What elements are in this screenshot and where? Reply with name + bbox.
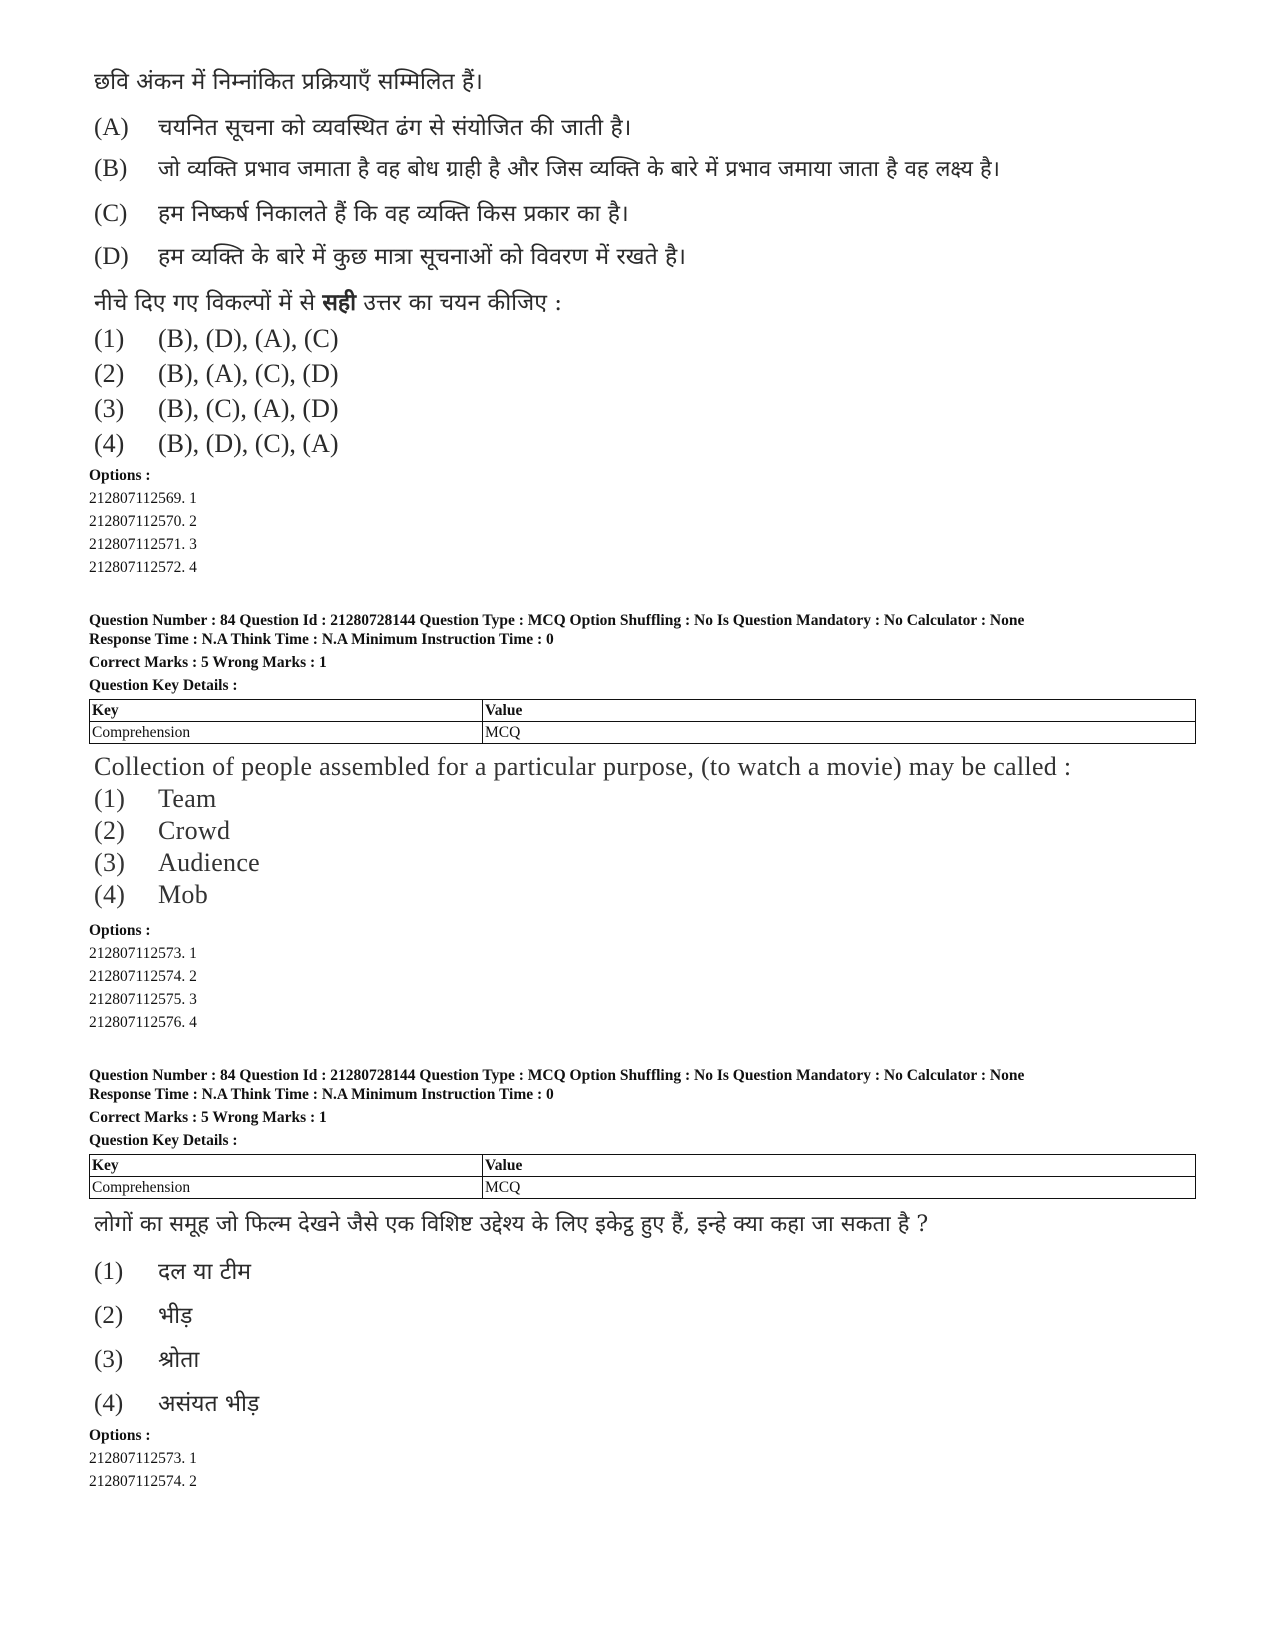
question-meta-line1: Question Number : 84 Question Id : 21280728144 Question Type : MCQ Option Shuffling : No Is Question Mandatory : No Calculator : None (89, 612, 1025, 629)
statement-label: (B) (94, 155, 128, 182)
question-stem: छवि अंकन में निम्नांकित प्रक्रियाएँ सम्मिलित हैं। (94, 69, 483, 95)
option-id: 212807112574. 2 (89, 968, 197, 985)
choice-text: श्रोता (158, 1347, 200, 1373)
statement-item (94, 110, 631, 142)
answer-choice (94, 880, 208, 910)
marks-line: Correct Marks : 5 Wrong Marks : 1 (89, 654, 327, 671)
choice-number: (4) (94, 880, 126, 909)
table-cell: Comprehension (90, 722, 483, 744)
key-details-heading: Question Key Details : (89, 677, 238, 694)
options-heading: Options : (89, 922, 151, 939)
answer-choice (94, 816, 230, 846)
statement-text: हम व्यक्ति के बारे में कुछ मात्रा सूचनाओं को विवरण में रखते है। (158, 244, 686, 270)
answer-choice (94, 324, 339, 354)
choice-text: असंयत भीड़ (158, 1391, 260, 1417)
table-header-cell: Value (483, 700, 1196, 722)
option-id: 212807112571. 3 (89, 536, 197, 553)
answer-choice (94, 359, 339, 389)
choice-text: (B), (D), (C), (A) (158, 429, 339, 458)
key-details-heading: Question Key Details : (89, 1132, 238, 1149)
answer-choice (94, 1254, 251, 1286)
answer-choice (94, 848, 260, 878)
table-header-cell: Value (483, 1155, 1196, 1177)
choice-text: भीड़ (158, 1303, 193, 1329)
choice-text: (B), (D), (A), (C) (158, 324, 339, 353)
option-id: 212807112573. 1 (89, 945, 197, 962)
instruction-bold: सही (322, 289, 357, 316)
answer-choice (94, 394, 339, 424)
instruction (94, 285, 562, 317)
statement-label: (A) (94, 114, 129, 141)
table-cell: MCQ (483, 722, 1196, 744)
choice-number: (3) (94, 848, 126, 877)
question-text: लोगों का समूह जो फिल्म देखने जैसे एक विशिष्ट उद्देश्य के लिए इकेट्ठ हुए हैं, इन्हे क्या कहा जा सकता है ? (94, 1212, 929, 1237)
question-meta-line2: Response Time : N.A Think Time : N.A Minimum Instruction Time : 0 (89, 631, 554, 648)
choice-text: Mob (158, 880, 209, 909)
options-heading: Options : (89, 1427, 151, 1444)
answer-choice (94, 1298, 192, 1330)
choice-text: (B), (A), (C), (D) (158, 359, 339, 388)
option-id: 212807112576. 4 (89, 1014, 197, 1031)
question-key-table (89, 1154, 1196, 1199)
choice-number: (4) (94, 1390, 124, 1417)
table-row (90, 1177, 1196, 1199)
choice-text: Team (158, 784, 217, 813)
option-id: 212807112574. 2 (89, 1473, 197, 1490)
table-header-cell: Key (90, 1155, 483, 1177)
choice-text: Audience (158, 848, 261, 877)
instruction-post: उत्तर का चयन कीजिए : (356, 290, 562, 316)
choice-text: दल या टीम (158, 1259, 252, 1285)
choice-text: Crowd (158, 816, 231, 845)
statement-text: हम निष्कर्ष निकालते हैं कि वह व्यक्ति किस प्रकार का है। (158, 201, 629, 227)
statement-label: (C) (94, 200, 128, 227)
choice-number: (3) (94, 1346, 124, 1373)
table-header-row (90, 700, 1196, 722)
marks-line: Correct Marks : 5 Wrong Marks : 1 (89, 1109, 327, 1126)
statement-item (94, 153, 1000, 183)
option-id: 212807112572. 4 (89, 559, 197, 576)
statement-item (94, 196, 629, 228)
table-row (90, 722, 1196, 744)
question-meta-line2: Response Time : N.A Think Time : N.A Minimum Instruction Time : 0 (89, 1086, 554, 1103)
choice-number: (2) (94, 359, 125, 388)
answer-choice (94, 429, 339, 459)
answer-choice (94, 784, 217, 814)
table-header-cell: Key (90, 700, 483, 722)
choice-text: (B), (C), (A), (D) (158, 394, 339, 423)
choice-number: (1) (94, 784, 126, 813)
choice-number: (3) (94, 394, 125, 423)
statement-label: (D) (94, 243, 129, 270)
question-meta-line1: Question Number : 84 Question Id : 21280728144 Question Type : MCQ Option Shuffling : No Is Question Mandatory : No Calculator : None (89, 1067, 1025, 1084)
table-cell: MCQ (483, 1177, 1196, 1199)
question-key-table (89, 699, 1196, 744)
option-id: 212807112575. 3 (89, 991, 197, 1008)
choice-number: (1) (94, 324, 125, 353)
statement-item (94, 239, 686, 271)
choice-number: (2) (94, 1302, 124, 1329)
choice-number: (4) (94, 429, 125, 458)
question-text: Collection of people assembled for a particular purpose, (to watch a movie) may be called : (94, 752, 1072, 781)
table-cell: Comprehension (90, 1177, 483, 1199)
instruction-pre: नीचे दिए गए विकल्पों में से (94, 290, 323, 316)
choice-number: (2) (94, 816, 126, 845)
statement-text: जो व्यक्ति प्रभाव जमाता है वह बोध ग्राही है और जिस व्यक्ति के बारे में प्रभाव जमाया जाता है वह लक्ष्य है। (158, 157, 1000, 182)
table-header-row (90, 1155, 1196, 1177)
answer-choice (94, 1342, 199, 1374)
option-id: 212807112570. 2 (89, 513, 197, 530)
option-id: 212807112569. 1 (89, 490, 197, 507)
statement-text: चयनित सूचना को व्यवस्थित ढंग से संयोजित की जाती है। (158, 115, 632, 141)
option-id: 212807112573. 1 (89, 1450, 197, 1467)
answer-choice (94, 1386, 259, 1418)
options-heading: Options : (89, 467, 151, 484)
choice-number: (1) (94, 1258, 124, 1285)
